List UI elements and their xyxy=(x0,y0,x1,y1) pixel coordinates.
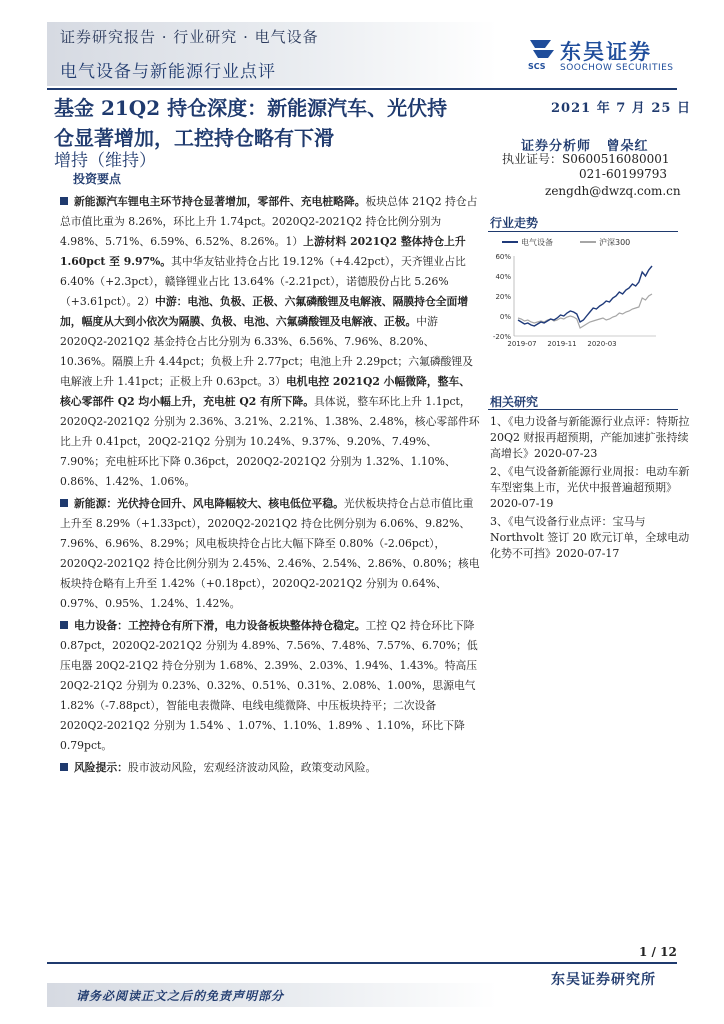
breadcrumb: 证券研究报告 · 行业研究 · 电气设备 xyxy=(60,28,319,46)
trend-heading: 行业走势 xyxy=(490,216,539,230)
related-list xyxy=(490,414,690,564)
trend-rule xyxy=(488,231,678,232)
paragraph-lead: 新能源：光伏持仓回升、风电降幅较大、核电低位平稳。 xyxy=(74,497,344,510)
x-tick-label: 2020-03 xyxy=(587,340,617,348)
y-tick-label: 40% xyxy=(495,273,511,281)
report-series: 电气设备与新能源行业点评 xyxy=(60,62,276,82)
y-tick-label: 20% xyxy=(495,293,511,301)
y-tick-label: -20% xyxy=(492,333,511,341)
report-title-line1: 基金 21Q2 持仓深度：新能源汽车、光伏持 xyxy=(54,96,448,120)
related-item[interactable]: 3、《电气设备行业点评：宝马与 Northvolt 签订 20 欧元订单，全球电动化势不可挡》2020-07-17 xyxy=(490,515,690,560)
paragraph-nev xyxy=(60,192,480,492)
paragraph-emphasis: 上游材料 2021Q2 整体持仓上升 1.60pct 至 9.97%。 xyxy=(60,235,466,268)
analyst-label: 证券分析师 xyxy=(521,139,592,154)
paragraph-lead: 风险提示： xyxy=(74,761,128,774)
footer-divider xyxy=(47,962,677,964)
series-line-electrical-equipment xyxy=(518,266,652,326)
trend-chart xyxy=(488,234,660,354)
analyst-email[interactable]: zengdh@dwzq.com.cn xyxy=(545,184,681,198)
cert-value: S0600516080001 xyxy=(562,152,670,166)
square-bullet-icon xyxy=(60,499,68,507)
company-logo-icon xyxy=(527,36,557,72)
paragraph-emphasis: 电机电控 2021Q2 小幅微降，整车、核心零部件 Q2 均小幅上升，充电桩 Q2 有所下降。 xyxy=(60,375,471,408)
main-body xyxy=(60,192,480,780)
page-number: 1 / 12 xyxy=(639,945,677,959)
x-tick-label: 2019-07 xyxy=(507,340,537,348)
paragraph-text: 工控 Q2 持仓环比下降 0.87pct，2020Q2-2021Q2 分别为 4.89%、7.56%、7.48%、7.57%、6.70%；低压电器 20Q2-21Q2 持仓分别为 1.68%、2.39%、2.03%、1.94%、1.43%。特高压 20Q2-21Q2 分别为 0.23%、0.32%、0.51%、0.31%、2.08%、1.00%，思源电气 1.82%（-7.88pct），智能电表微降、电线电缆微降、中压板块持平；二次设备 2020Q2-2021Q2 分别为 1.54% 、1.07%、1.10%、1.89% 、1.10%，环比下降 0.79pct。 xyxy=(60,619,478,752)
x-tick-label: 2019-11 xyxy=(547,340,577,348)
logo-mark: SCS xyxy=(528,62,546,71)
related-item[interactable]: 1、《电力设备与新能源行业点评：特斯拉 20Q2 财报再超预期，产能加速扩张持续高增长》2020-07-23 xyxy=(490,415,690,460)
report-title-line2: 仓显著增加，工控持仓略有下滑 xyxy=(54,126,334,150)
paragraph-text: 其中华友钴业持仓占比 19.12%（+4.42pct），天齐锂业占比 6.40%（+2.3pct），赣锋锂业占比 13.64%（-2.21pct），诺德股份占比 5.26%（+3.61pct）。2） xyxy=(60,255,466,308)
y-tick-label: 60% xyxy=(495,253,511,261)
paragraph-text: 光伏板块持仓占总市值比重上升至 8.29%（+1.33pct），2020Q2-2021Q2 持仓比例分别为 6.06%、9.82%、7.96%、6.96%、8.29%；风电板块持仓占比大幅下降至 0.80%（-2.06pct），2020Q2-2021Q2 持仓比例分别为 2.45%、2.46%、2.54%、2.86%、0.80%；核电板块持仓略有上升至 1.42%（+0.18pct），2020Q2-2021Q2 分别为 0.64%、0.97%、0.95%、1.24%、1.42%。 xyxy=(60,497,480,610)
footer-brand: 东吴证券研究所 xyxy=(551,972,656,988)
square-bullet-icon xyxy=(60,621,68,629)
paragraph-emphasis: 中游：电池、负极、正极、六氟磷酸锂及电解液、隔膜持仓全面增加，幅度从大到小依次为隔膜、负极、电池、六氟磷酸锂及电解液、正极。 xyxy=(60,295,469,328)
disclaimer: 请务必阅读正文之后的免责声明部分 xyxy=(76,989,285,1003)
logo-name-cn: 东吴证券 xyxy=(560,40,652,64)
related-item[interactable]: 2、《电气设备新能源行业周报：电动车新车型密集上市，光伏中报普遍超预期》2020-07-19 xyxy=(490,465,690,510)
paragraph-text: 中游 2020Q2-2021Q2 基金持仓占比分别为 6.33%、6.56%、7.96%、8.20%、10.36%。隔膜上升 4.44pct；负极上升 2.77pct；电池上升 2.29pct；六氟磷酸锂及电解液上升 1.41pct；正极上升 0.63pct。3） xyxy=(60,315,474,388)
legend-label: 电气设备 xyxy=(521,238,553,247)
y-tick-label: 0% xyxy=(499,313,511,321)
paragraph-text: 股市波动风险，宏观经济波动风险，政策变动风险。 xyxy=(127,761,377,774)
logo-name-en: SOOCHOW SECURITIES xyxy=(560,63,674,73)
analyst-name: 曾朵红 xyxy=(606,139,649,154)
rating: 增持（维持） xyxy=(54,151,156,171)
analyst-phone: 021-60199793 xyxy=(579,167,668,181)
section-heading-invest: 投资要点 xyxy=(73,172,122,186)
paragraph-new-energy xyxy=(60,494,480,614)
related-heading: 相关研究 xyxy=(490,395,539,409)
cert-label: 执业证号： xyxy=(502,152,563,166)
paragraph-power-equipment xyxy=(60,616,480,756)
paragraph-lead: 新能源汽车锂电主环节持仓显著增加，零部件、充电桩略降。 xyxy=(74,195,366,208)
report-date: 2021 年 7 月 25 日 xyxy=(551,101,691,116)
report-title xyxy=(54,93,494,153)
paragraph-text: 板块总体 21Q2 持仓占总市值比重为 8.26%，环比上升 1.74pct。2020Q2-2021Q2 持仓比例分别为 4.98%、5.71%、6.59%、6.52%、8.26%。1） xyxy=(60,195,478,248)
square-bullet-icon xyxy=(60,763,68,771)
paragraph-risk xyxy=(60,758,480,778)
cert-number xyxy=(502,151,670,167)
square-bullet-icon xyxy=(60,197,68,205)
header-divider xyxy=(47,88,677,90)
paragraph-text: 具体说，整车环比上升 1.1pct，2020Q2-2021Q2 分别为 2.36%、3.21%、2.21%、1.38%、2.48%，核心零部件环比上升 0.41pct，20Q2-21Q2 分别为 10.24%、9.37%、9.20%、7.49%、7.90%；充电桩环比下降 0.36pct，2020Q2-2021Q2 分别为 1.32%、1.10%、0.86%、1.42%、1.06%。 xyxy=(60,395,480,488)
paragraph-lead: 电力设备：工控持仓有所下滑，电力设备板块整体持仓稳定。 xyxy=(74,619,366,632)
legend-label: 沪深300 xyxy=(599,238,631,247)
related-rule xyxy=(488,409,678,410)
